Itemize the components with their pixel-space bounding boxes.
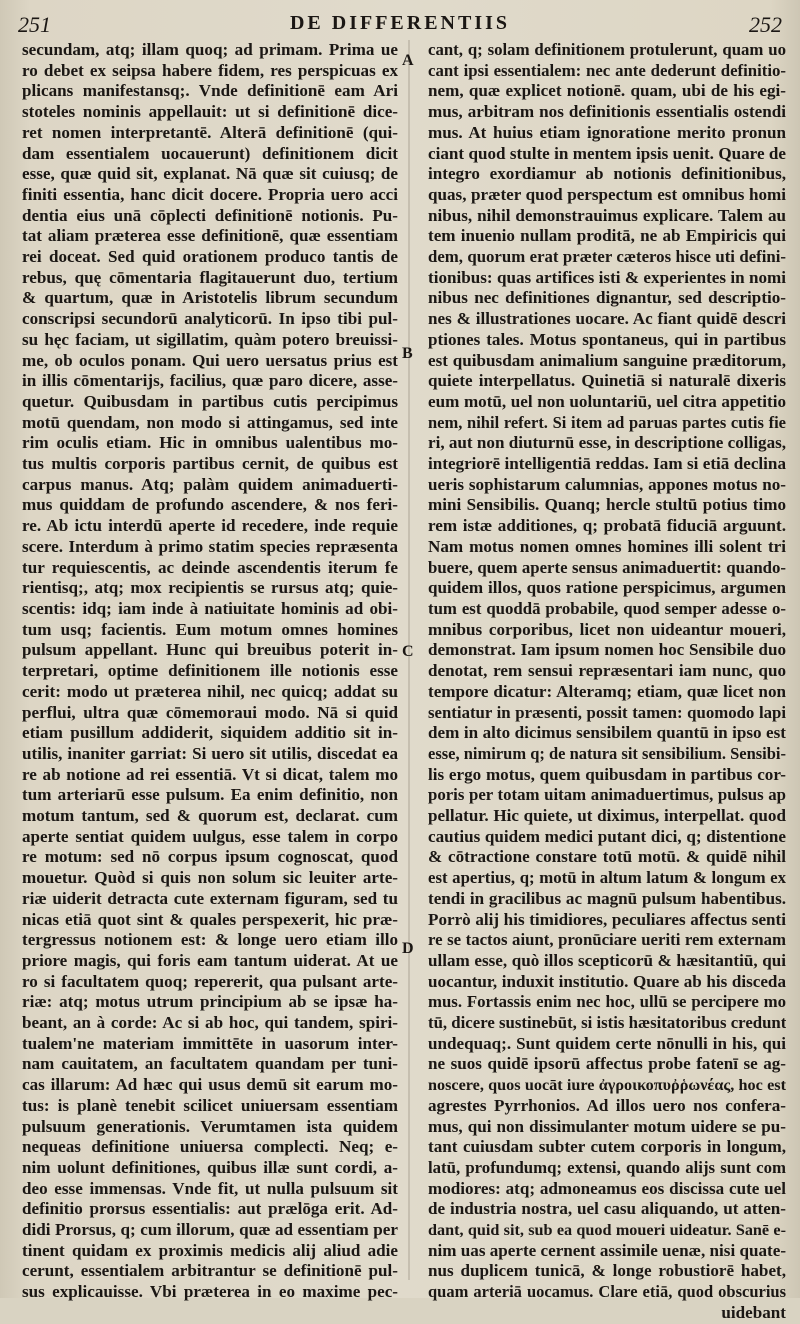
text-line: ullam esse, quò illos scepticorū & hæsitantiū, qui [428,950,786,970]
text-line: ro debet ex seipsa habere fidem, res perspicuas ex [22,60,398,80]
text-line: cant, q; solam definitionem protulerunt, quam uo [428,40,786,59]
text-line: esse, quæ quid sit, explanat. Nā quæ sit cuiusq; de [22,164,398,184]
text-line: nequeas definitione uniuersa complecti. Neq; e- [22,1137,398,1157]
text-line: me, ob oculos ponam. Qui uero uersatus prius est [22,350,398,370]
text-line: sentiatur in præsenti, possit tamen: quomodo lapi [428,702,786,722]
text-line: priore magis, qui foris eam tantum uiderat. At ue [22,950,398,970]
text-line: pulsum appellant. Hunc qui breuibus poterit in- [22,640,398,660]
text-line: nibus nec definitiones dignantur, sed descriptio- [428,288,786,308]
running-title: DE DIFFERENTIIS [289,12,511,34]
text-line: cant ipsi essentialem: nec ante dederunt definitio- [428,60,786,80]
text-line: nem, nihil refert. Si item ad paruas partes cutis fie [428,412,786,432]
text-line: tinent quidam ex proximis medicis alij aliud adie [22,1240,398,1260]
text-line: Porrò alij his timidiores, peculiares affectus senti [428,909,786,929]
text-line: riæ: atq; motus utrum principium ab se ipsæ ha- [22,992,398,1012]
text-line: rei doceat. Sed quid orationem produco tantis de [22,247,398,267]
text-line: & cōtractione constare totū motū. & quidē nihil [428,847,786,867]
text-line: ret nomen interpretantē. Alterā definitionē (qui- [22,122,398,142]
text-line: in illis cōmentarijs, facilius, quæ paro dicere, asse- [22,371,398,391]
text-line: aperte sentiat quidem uulgus, esse talem in corpo [22,826,398,846]
text-line: cerunt, essentialem arbitrantur se definitionē pul- [22,1261,398,1281]
text-line: dem in alto dicimus sensibilem quantū in ipso est [428,723,786,743]
text-line: dem, quorum erat præter cæteros hisce uti defini- [428,247,786,267]
text-line: rem istæ additiones, q; probatā fiduciā arguunt. [428,516,786,536]
text-line: mus, qui non dissimulanter motum uidere se pu- [428,1116,786,1136]
text-line: cautius quidem medici putant dici, q; distentione [428,826,786,846]
text-line: dam essentialem uocauerunt) definitionem dicit [22,143,398,163]
text-line: quas, præter quod perspectum est omnibus homi [428,184,786,204]
text-line: nicas etiā quot sint & quales perspexerit, hic præ- [22,909,398,929]
text-line: modiores: atq; admoneamus eos discissa cute uel [428,1178,786,1198]
text-line: integriorē intelligentiā reddas. Iam si etiā declina [428,454,786,474]
text-line: conscripsi secundorū analyticorū. In ipso tibi pul- [22,309,398,329]
right-text-column [428,40,786,1324]
page-header [14,8,786,42]
text-line: tum arteriarū esse pulsum. Ea enim definitio, non [22,785,398,805]
text-line: denotat, rem sensui repræsentari iam nunc, quo [428,661,786,681]
text-line: quam arteriā uocamus. Clare etiā, quod obscurius [428,1282,786,1302]
text-line: quidem illos, quos ratione perspicimus, argumen [428,578,786,598]
text-line: finiti essentia, hanc dicit docere. Propria uero acci [22,184,398,204]
text-line: didi Prorsus, q; cum illorum, quæ ad essentiam per [22,1220,398,1240]
text-line: mus quiddam de profundo ascendere, & nos feri- [22,495,398,515]
text-line: ri, aut non diuturnū esse, in descriptione colligas, [428,433,786,453]
text-line: cas illarum: Ad hæc qui usus demū sit earum mo- [22,1075,398,1095]
text-line: definitio prorsus essentialis: aut prælōga erit. Ad- [22,1199,398,1219]
margin-letter-b: B [402,345,413,362]
text-line: riæ uiderit detracta cute externam figuram, sed tu [22,888,398,908]
text-line: motum tantum, sed & quorum est, declarat. cum [22,806,398,826]
text-line: mini Sensibilis. Quanq; hercle stultū potius timo [428,495,786,515]
text-line: esse, nimirum q; de natura sit sensibilium. Sensibi- [428,743,786,763]
text-line: tem inuenio nullam proditā, ne ab Empiricis qui [428,226,786,246]
left-text-column [22,40,398,1303]
text-line: re ab notione ad rei essentiā. Vt si dicat, talem mo [22,764,398,784]
text-line: nem, quæ explicet notionē. quam, ubi de his egi- [428,81,786,101]
text-line: secundam, atq; illam quoq; ad primam. Prima ue [22,40,398,59]
text-line: eum motū, uel non uoluntariū, uel citra appetitio [428,391,786,411]
text-line: mnibus corporibus, licet non uideantur moueri, [428,619,786,639]
text-line: tualem'ne materiam immittēte in uasorum inter- [22,1033,398,1053]
text-line: est quibusdam animalium sanguine præditorum, [428,350,786,370]
text-line: ne suos quidē ipsorū affectus probe fatenī se ag- [428,1054,786,1074]
text-line: tempore dicatur: Alteramq; etiam, quæ licet non [428,681,786,701]
right-page-number: 252 [749,12,782,37]
text-line: latū, profundumq; extensi, quando alijs sunt com [428,1157,786,1177]
margin-letter-a: A [402,52,414,69]
margin-letter-c: C [402,643,414,660]
text-line: plicans manifestansq;. Vnde definitionē eam Ari [22,81,398,101]
margin-letter-d: D [402,940,414,957]
text-line: scere. Interdum à primo statim species repræsenta [22,536,398,556]
text-line: terpretari, optime definitionem ille notionis esse [22,661,398,681]
text-line: motū quendam, non modo si attingamus, sed inte [22,412,398,432]
text-line: noscere, quos uocāt iure ἀγροικοπυῤῥωνέας, hoc est [428,1076,786,1095]
text-line: tū, dicere sustinebūt, si istis hæsitatoribus credunt [428,1013,786,1033]
text-line: carpus manus. Atq; palàm quidem animaduerti- [22,474,398,494]
text-line: scentis: idq; iam inde à natiuitate hominis ad obi- [22,598,398,618]
text-line: mus. At huius etiam ignoratione merito pronun [428,122,786,142]
text-line: utilis, inaniter garriat: Si uero sit utilis, discedat ea [22,743,398,763]
text-line: nim uolunt definitiones, quibus illæ sunt cordi, a- [22,1157,398,1177]
text-line: etiam pusillum addiderit, siquidem additio sit in- [22,723,398,743]
text-line: beant, an à corde: Ac si ab hoc, qui tandem, spiri- [22,1013,398,1033]
text-line: rientisq;, atq; mox recipientis se rursus atq; quie- [22,578,398,598]
text-line: agrestes Pyrrhonios. Ad illos uero nos confera- [428,1095,786,1115]
text-line: cerit: modo ut præterea nihil, nec quicq; addat su [22,681,398,701]
text-line: nus duplicem tunicā, & longe robustiorē habet, [428,1261,786,1281]
text-line: & quartum, quæ in Aristotelis librum secundum [22,288,398,308]
text-line: est apertius, q; motū in altum latum & longum ex [428,868,786,888]
text-line: buere, quem aperte sensus animaduertit: quando- [428,557,786,577]
text-line: tendi in gracilibus ac magnū pulsum habentibus. [428,888,786,908]
text-line: mus. Fortassis enim nec hoc, ullū se percipere mo [428,992,786,1012]
text-line: su hęc faciam, ut sigillatim, quàm potero breuissi- [22,329,398,349]
text-line: perflui, ultra quæ cōmemoraui modo. Nā si quid [22,702,398,722]
text-line: sus explicauisse. Vbi præterea in eo maxime pec- [22,1282,398,1302]
text-line: tant cuiusdam subter cutem corporis in longum, [428,1137,786,1157]
left-page-number: 251 [18,12,51,37]
text-line: rebus, quę cōmentaria flagitauerunt duo, tertium [22,267,398,287]
text-line: re. Ab ictu interdū aperte id recedere, inde requie [22,516,398,536]
text-line: tum usq; facientis. Eum motum omnes homines [22,619,398,639]
text-line: rim oculis etiam. Hic in omnibus ualentibus mo- [22,433,398,453]
text-line: nam cauitatem, an facultatem quandam per tuni- [22,1054,398,1074]
text-line: tus multis corporis partibus cernit, de quibus est [22,454,398,474]
text-line: tum est quoddā probabile, quod semper adesse o- [428,598,786,618]
text-line: mouetur. Quòd si quis non solum sic leuiter arte- [22,868,398,888]
text-line: nim uas aperte cernent assimile uenæ, nisi quate- [428,1240,786,1260]
text-line: ueris sophistarum calumnias, appones motus no- [428,474,786,494]
text-line: de industria nostra, uel casu aliquando, ut atten- [428,1199,786,1219]
text-line: re se tactos aiunt, pronūciare ueriti rem externam [428,930,786,950]
text-line: Nam motus nomen omnes homines illi solent tri [428,536,786,556]
text-line: integro exordiamur ab notionis definitionibus, [428,164,786,184]
text-line: tat aliam præterea esse definitionē, quæ essentiam [22,226,398,246]
text-line: undequaq;. Sunt quidem certe nōnulli in his, qui [428,1033,786,1053]
text-line: ptiones tales. Motus spontaneus, qui in partibus [428,329,786,349]
text-line: dentia eius unā cōplecti definitionē notionis. Pu- [22,205,398,225]
text-line: poris per totam uitam animaduertimus, pulsus ap [428,785,786,805]
text-line: quiete interpellatus. Quinetiā si naturalē dixeris [428,371,786,391]
text-line: mus, arbitram nos definitionis essentialis ostendi [428,102,786,122]
text-line: demonstrat. Iam ipsum nomen hoc Sensibile duo [428,640,786,660]
text-line: tionibus: quas artifices isti & experientes in nomi [428,267,786,287]
text-line: stoteles nominis appellauit: ut si definitionē dice- [22,102,398,122]
text-line: nes & illustrationes uocare. Ac fiant quidē descri [428,309,786,329]
text-line: uocantur, induxit institutio. Quare ab his disceda [428,971,786,991]
text-line: deo esse immensas. Vnde fit, ut nulla pulsuum sit [22,1178,398,1198]
text-line: tergressus notionem est: & longe uero etiam illo [22,930,398,950]
text-line: tus: is planè tenebit scilicet uniuersam essentiam [22,1095,398,1115]
text-line: pulsuum generationis. Verumtamen ista quidem [22,1116,398,1136]
text-line: tur requiescentis, ac deinde ascendentis iterum fe [22,557,398,577]
catchword: uidebant [721,1302,786,1322]
text-line: lis ergo motus, quem quibusdam in partibus cor- [428,764,786,784]
text-line: quetur. Quibusdam in partibus cutis percipimus [22,391,398,411]
text-line: pellatur. Hic quiete, ut diximus, interpellat. quod [428,806,786,826]
text-line: re motum: sed nō corpus ipsum cognoscat, quod [22,847,398,867]
text-line: ciant quod stulte in mentem ipsis uenit. Quare de [428,143,786,163]
text-line: dant, quid sit, sub ea quod moueri uideatur. Sanē e- [428,1221,786,1240]
text-line: ro si facultatem quoq; repererit, qua pulsant arte- [22,971,398,991]
text-line: nibus, nihil demonstrauimus explicare. Talem au [428,205,786,225]
